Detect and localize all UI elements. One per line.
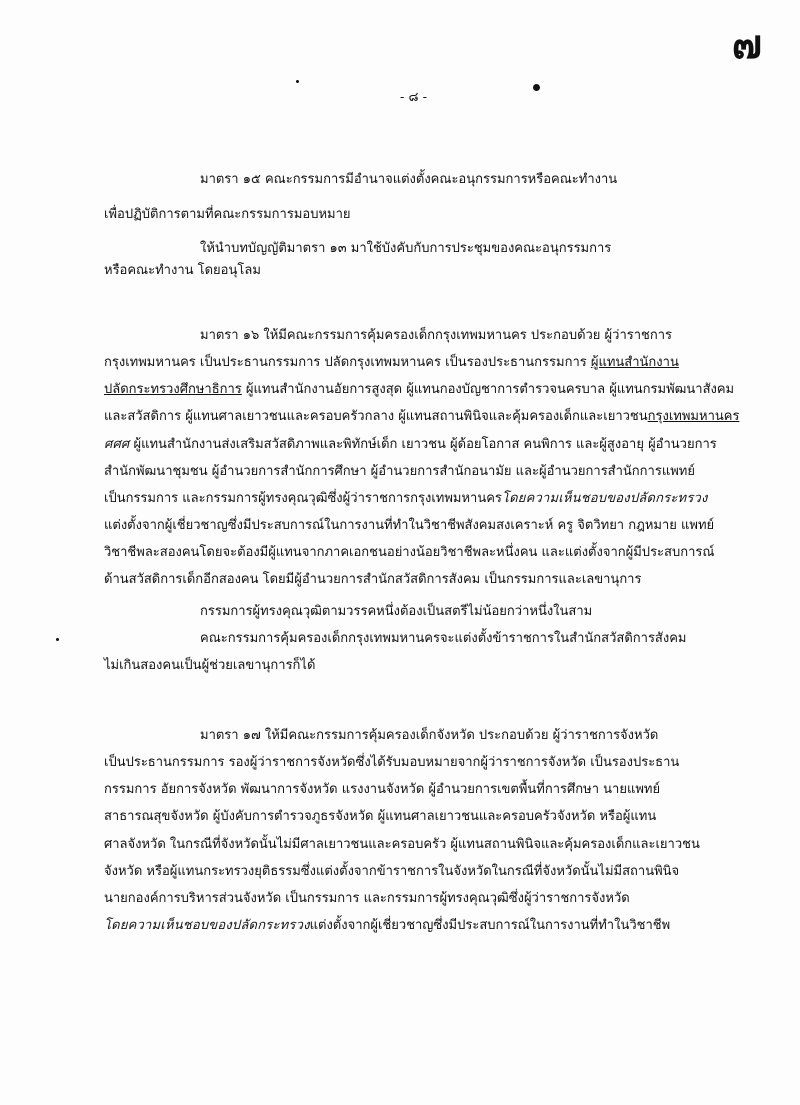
section-17-line: จังหวัด หรือผู้แทนกระทรวงยุติธรรมซึ่งแต่งตั้งจากข้าราชการในจังหวัดในกรณีที่จังหวัดนั้นไม่มีสถานพินิจ: [104, 864, 680, 879]
section-15-line: ให้นำบทบัญญัติมาตรา ๑๓ มาใช้บังคับกับการประชุมของคณะอนุกรรมการ: [200, 241, 612, 256]
page-number: - ๘ -: [400, 90, 428, 105]
section-17-line: นายกองค์การบริหารส่วนจังหวัด เป็นกรรมการ และกรรมการผู้ทรงคุณวุฒิซึ่งผู้ว่าราชการจังหวัด: [104, 891, 630, 906]
line-text: ผู้แทนสำนักงานส่งเสริมสวัสดิภาพและพิทักษ์เด็ก เยาวชน ผู้ด้อยโอกาส คนพิการ และผู้สูงอายุ ผู้อำนวยการ: [129, 437, 717, 452]
section-16-line: [104, 436, 717, 454]
section-17-line: เป็นประธานกรรมการ รองผู้ว่าราชการจังหวัดซึ่งได้รับมอบหมายจากผู้ว่าราชการจังหวัด เป็นรองประธาน: [104, 755, 680, 770]
section-16-line: ด้านสวัสดิการเด็กอีกสองคน โดยมีผู้อำนวยการสำนักสวัสดิการสังคม เป็นกรรมการและเลขานุการ: [104, 572, 642, 587]
section-16-line: วิชาชีพละสองคนโดยจะต้องมีผู้แทนจากภาคเอกชนอย่างน้อยวิชาชีพละหนึ่งคน และแต่งตั้งจากผู้มีประสบการณ์: [104, 545, 715, 560]
section-15-line: มาตรา ๑๕ คณะกรรมการมีอำนาจแต่งตั้งคณะอนุกรรมการหรือคณะทำงาน: [200, 172, 618, 187]
section-16-line: คณะกรรมการคุ้มครองเด็กกรุงเทพมหานครจะแต่งตั้งข้าราชการในสำนักสวัสดิการสังคม: [200, 631, 687, 646]
section-17-line: กรรมการ อัยการจังหวัด พัฒนาการจังหวัด แรงงานจังหวัด ผู้อำนวยการเขตพื้นที่การศึกษา นายแพทย์: [104, 782, 661, 797]
amended-text: ผู้แทนสำนักงาน: [590, 355, 679, 370]
struck-text: ศศศ: [104, 437, 130, 452]
section-17-line: [104, 917, 670, 935]
section-17-line: ศาลจังหวัด ในกรณีที่จังหวัดนั้นไม่มีศาลเยาวชนและครอบครัว ผู้แทนสถานพินิจและคุ้มครองเด็กและเยาวชน: [104, 837, 700, 852]
section-16-line: ไม่เกินสองคนเป็นผู้ช่วยเลขานุการก็ได้: [104, 658, 316, 673]
section-16-line: สำนักพัฒนาชุมชน ผู้อำนวยการสำนักการศึกษา ผู้อำนวยการสำนักอนามัย และผู้อำนวยการสำนักการแพทย์: [104, 464, 695, 479]
line-text: กรุงเทพมหานคร เป็นประธานกรรมการ ปลัดกรุงเทพมหานคร เป็นรองประธานกรรมการ: [104, 355, 591, 370]
scan-speck: [296, 80, 299, 83]
section-17-line: สาธารณสุขจังหวัด ผู้บังคับการตำรวจภูธรจังหวัด ผู้แทนศาลเยาวชนและครอบครัวจังหวัด หรือผู้แทน: [104, 809, 657, 824]
line-text: เป็นกรรมการ และกรรมการผู้ทรงคุณวุฒิซึ่งผู้ว่าราชการกรุงเทพมหานคร: [104, 491, 502, 506]
struck-text: โดยความเห็นชอบของปลัดกระทรวง: [104, 918, 310, 933]
section-16-line: [104, 354, 679, 372]
scan-speck: [533, 84, 540, 91]
amended-text: ปลัดกระทรวงศึกษาธิการ: [104, 382, 242, 397]
line-text: ผู้แทนสำนักงานอัยการสูงสุด ผู้แทนกองบัญชาการตำรวจนครบาล ผู้แทนกรมพัฒนาสังคม: [241, 382, 735, 397]
page-corner-mark: ๗: [731, 22, 762, 68]
section-15-line: หรือคณะทำงาน โดยอนุโลม: [104, 263, 261, 278]
section-16-line: มาตรา ๑๖ ให้มีคณะกรรมการคุ้มครองเด็กกรุงเทพมหานคร ประกอบด้วย ผู้ว่าราชการ: [200, 328, 673, 343]
line-text: แต่งตั้งจากผู้เชี่ยวชาญซึ่งมีประสบการณ์ในการงานที่ทำในวิชาชีพ: [309, 918, 671, 933]
section-16-line: [104, 408, 739, 426]
struck-text: โดยความเห็นชอบของปลัดกระทรวง: [501, 491, 708, 506]
amended-text: กรุงเทพมหานคร: [647, 409, 740, 424]
section-16-line: [104, 490, 708, 508]
scan-speck: [56, 638, 59, 641]
section-16-line: [104, 381, 734, 399]
section-16-line: กรรมการผู้ทรงคุณวุฒิตามวรรคหนึ่งต้องเป็นสตรีไม่น้อยกว่าหนึ่งในสาม: [200, 604, 593, 619]
section-15-line: เพื่อปฏิบัติการตามที่คณะกรรมการมอบหมาย: [104, 207, 351, 222]
line-text: และสวัสดิการ ผู้แทนศาลเยาวชนและครอบครัวกลาง ผู้แทนสถานพินิจและคุ้มครองเด็กและเยาวชน: [104, 409, 648, 424]
section-16-line: แต่งตั้งจากผู้เชี่ยวชาญซึ่งมีประสบการณ์ในการงานที่ทำในวิชาชีพสังคมสงเคราะห์ ครู จิตวิทยา กฎหมาย แพทย์: [104, 518, 715, 533]
section-17-line: มาตรา ๑๗ ให้มีคณะกรรมการคุ้มครองเด็กจังหวัด ประกอบด้วย ผู้ว่าราชการจังหวัด: [200, 728, 659, 743]
